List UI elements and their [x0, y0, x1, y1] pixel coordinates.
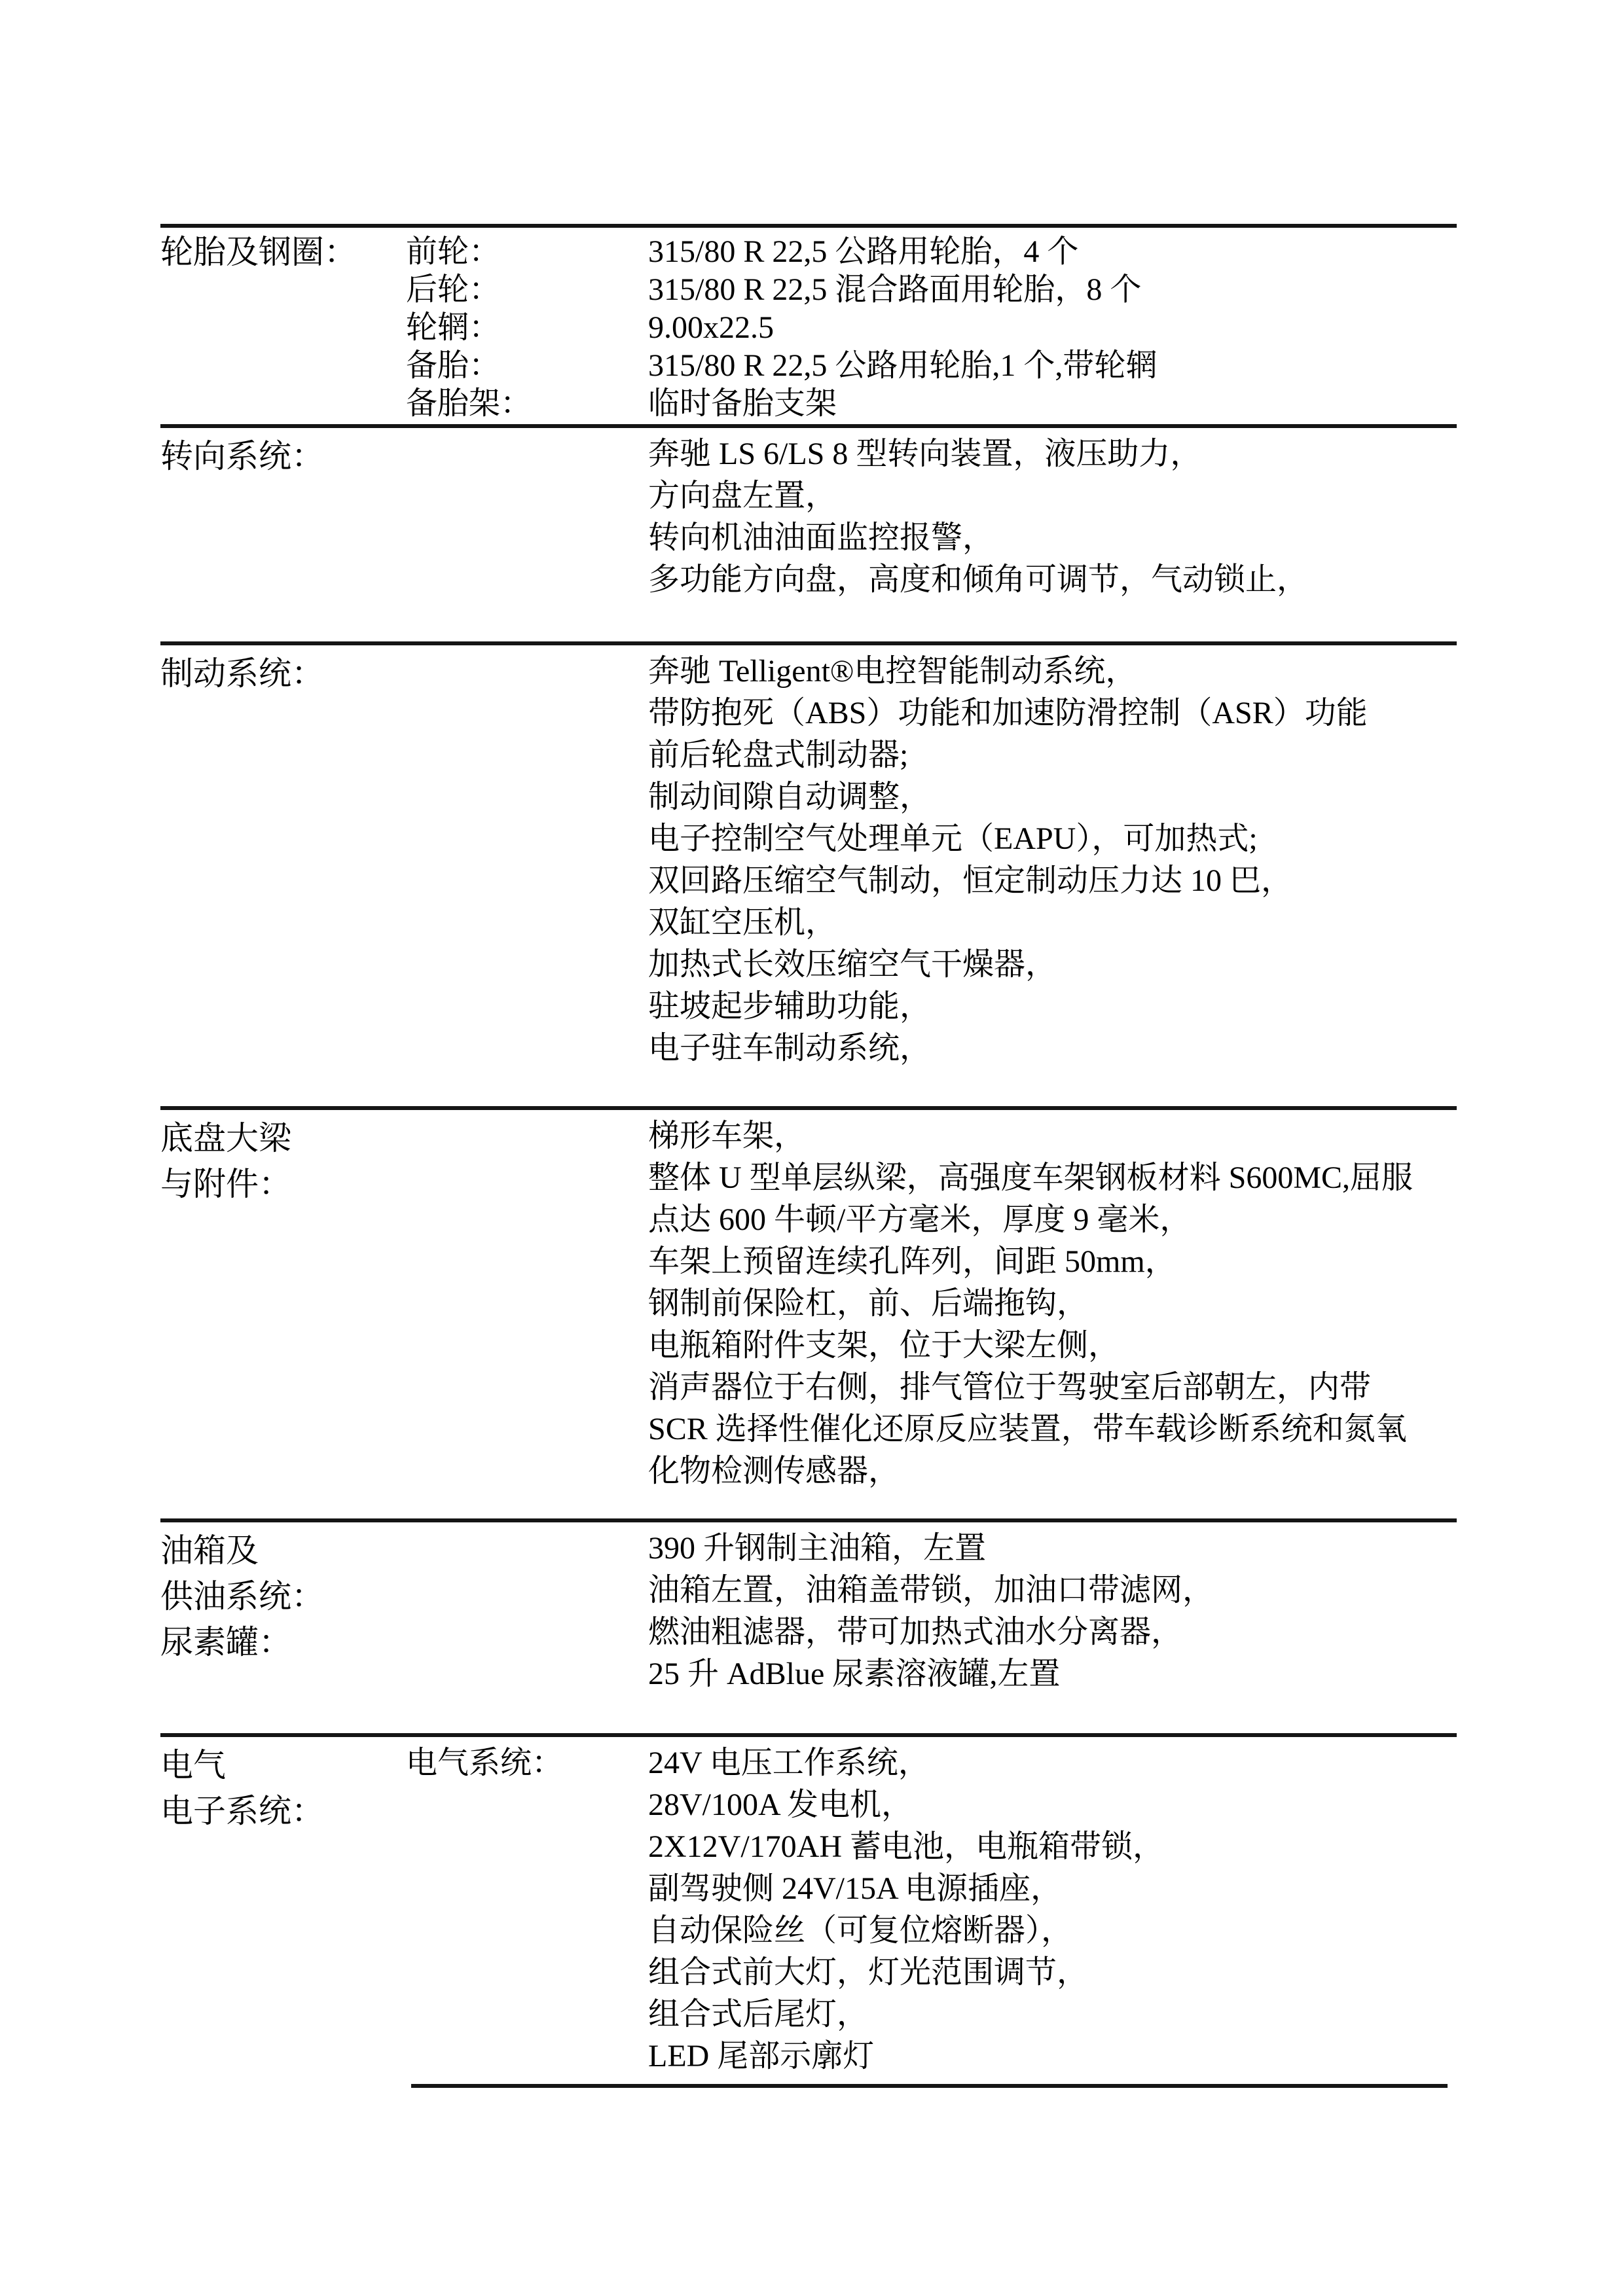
- row-text: 钢制前保险杠，前、后端拖钩，: [648, 1286, 1089, 1321]
- spec-row-3-5: [406, 1325, 1457, 1367]
- section-label-line-0: 电气: [160, 1747, 226, 1784]
- row-text: 油箱左置，油箱盖带锁，加油口带滤网，: [648, 1573, 1214, 1607]
- section-label: [160, 1115, 406, 1207]
- section-rows: [406, 233, 1457, 423]
- spec-row-4-3: [406, 1653, 1457, 1695]
- row-text: 315/80 R 22,5 混合路面用轮胎，8 个: [648, 272, 1142, 307]
- spec-row-2-2: [406, 734, 1457, 776]
- section-label: [160, 1742, 406, 1834]
- row-text: 燃油粗滤器，带可加热式油水分离器，: [648, 1615, 1183, 1649]
- spec-row-5-3: [406, 1868, 1457, 1910]
- spec-row-0-1: [406, 271, 1457, 309]
- bottom-rule: [411, 2084, 1448, 2088]
- spec-row-2-3: [406, 776, 1457, 818]
- spec-row-1-0: [406, 433, 1457, 475]
- row-sublabel: 轮辋：: [406, 310, 501, 345]
- row-text: 驻坡起步辅助功能，: [648, 989, 932, 1024]
- row-text: 梯形车架，: [648, 1119, 806, 1153]
- row-text: 化物检测传感器，: [648, 1454, 900, 1488]
- spec-row-3-8: [406, 1450, 1457, 1492]
- section-label-line-0: 轮胎及钢圈：: [160, 234, 357, 270]
- row-text: 转向机油油面监控报警，: [648, 520, 994, 555]
- spec-row-0-2: [406, 309, 1457, 347]
- row-text: 2X12V/170AH 蓄电池，电瓶箱带锁，: [648, 1829, 1164, 1864]
- row-text: 390 升钢制主油箱，左置: [648, 1531, 987, 1566]
- section-rows: [406, 651, 1457, 1069]
- spec-row-2-6: [406, 902, 1457, 944]
- row-text: 方向盘左置，: [648, 478, 837, 513]
- row-text: 车架上预留连续孔阵列，间距 50mm，: [648, 1244, 1176, 1279]
- row-text: 整体 U 型单层纵梁，高强度车架钢板材料 S600MC,屈服: [648, 1160, 1413, 1195]
- spec-row-3-4: [406, 1283, 1457, 1325]
- section-label: [160, 433, 406, 479]
- row-sublabel: 前轮：: [406, 234, 501, 269]
- spec-row-5-1: [406, 1784, 1457, 1826]
- spec-row-1-3: [406, 559, 1457, 601]
- spec-row-3-0: [406, 1115, 1457, 1157]
- spec-row-2-5: [406, 860, 1457, 902]
- spec-row-0-0: [406, 233, 1457, 271]
- spec-section-1: [160, 424, 1457, 641]
- spec-row-0-4: [406, 385, 1457, 423]
- row-text: 24V 电压工作系统，: [648, 1746, 930, 1780]
- row-text: 电子控制空气处理单元（EAPU），可加热式;: [648, 821, 1258, 856]
- row-text: 自动保险丝（可复位熔断器），: [648, 1913, 1073, 1948]
- section-label-line-0: 油箱及: [160, 1532, 259, 1569]
- section-label-line-0: 底盘大梁: [160, 1120, 291, 1157]
- row-sublabel: 备胎架：: [406, 386, 532, 421]
- row-text: 多功能方向盘，高度和倾角可调节，气动锁止，: [648, 562, 1309, 597]
- spec-section-5: [160, 1733, 1457, 2084]
- spec-row-2-7: [406, 944, 1457, 986]
- spec-row-5-0: [406, 1742, 1457, 1784]
- row-text: 临时备胎支架: [648, 386, 837, 421]
- spec-section-4: [160, 1518, 1457, 1733]
- spec-row-1-2: [406, 517, 1457, 559]
- row-sublabel: 备胎：: [406, 348, 501, 383]
- section-label-line-1: 电子系统：: [160, 1793, 324, 1829]
- section-label-line-1: 与附件：: [160, 1166, 291, 1202]
- section-label: [160, 1528, 406, 1665]
- spec-row-2-4: [406, 818, 1457, 860]
- row-text: 电子驻车制动系统，: [648, 1031, 932, 1066]
- spec-section-3: [160, 1106, 1457, 1518]
- row-text: 电瓶箱附件支架，位于大梁左侧，: [648, 1328, 1120, 1363]
- row-text: 制动间隙自动调整，: [648, 780, 932, 814]
- spec-row-2-9: [406, 1028, 1457, 1069]
- section-label-line-0: 转向系统：: [160, 438, 324, 475]
- spec-row-5-5: [406, 1952, 1457, 1994]
- spec-row-3-2: [406, 1199, 1457, 1241]
- spec-row-0-3: [406, 347, 1457, 385]
- spec-row-2-1: [406, 692, 1457, 734]
- row-text: 315/80 R 22,5 公路用轮胎,1 个,带轮辋: [648, 348, 1158, 383]
- section-label: [160, 651, 406, 696]
- spec-row-4-1: [406, 1570, 1457, 1611]
- row-text: 前后轮盘式制动器;: [648, 738, 909, 772]
- spec-row-3-1: [406, 1157, 1457, 1199]
- spec-row-1-1: [406, 475, 1457, 517]
- row-text: 副驾驶侧 24V/15A 电源插座，: [648, 1871, 1063, 1906]
- section-rows: [406, 1742, 1457, 2077]
- row-text: 带防抱死（ABS）功能和加速防滑控制（ASR）功能: [648, 696, 1368, 730]
- section-label: [160, 233, 406, 271]
- section-label-line-0: 制动系统：: [160, 655, 324, 692]
- row-text: 点达 600 牛顿/平方毫米，厚度 9 毫米，: [648, 1202, 1192, 1237]
- row-text: 9.00x22.5: [648, 310, 774, 345]
- spec-row-4-0: [406, 1528, 1457, 1570]
- spec-row-3-7: [406, 1408, 1457, 1450]
- spec-table: [160, 224, 1457, 2088]
- spec-row-5-7: [406, 2036, 1457, 2077]
- row-text: 消声器位于右侧，排气管位于驾驶室后部朝左，内带: [648, 1370, 1372, 1405]
- row-text: 奔驰 LS 6/LS 8 型转向装置，液压助力，: [648, 437, 1202, 471]
- row-text: SCR 选择性催化还原反应装置，带车载诊断系统和氮氧: [648, 1412, 1407, 1446]
- spec-row-2-0: [406, 651, 1457, 692]
- spec-section-0: [160, 224, 1457, 424]
- row-text: 组合式后尾灯，: [648, 1997, 869, 2032]
- spec-row-5-4: [406, 1910, 1457, 1952]
- row-sublabel: 电气系统：: [406, 1746, 564, 1780]
- spec-row-5-6: [406, 1994, 1457, 2036]
- section-rows: [406, 1528, 1457, 1695]
- spec-section-2: [160, 641, 1457, 1106]
- row-text: 组合式前大灯，灯光范围调节，: [648, 1955, 1089, 1990]
- row-sublabel: 后轮：: [406, 272, 501, 307]
- row-text: 315/80 R 22,5 公路用轮胎，4 个: [648, 234, 1079, 269]
- row-text: 奔驰 Telligent®电控智能制动系统，: [648, 654, 1137, 689]
- section-rows: [406, 1115, 1457, 1492]
- spec-row-3-3: [406, 1241, 1457, 1283]
- row-text: 双回路压缩空气制动，恒定制动压力达 10 巴，: [648, 863, 1293, 898]
- spec-row-5-2: [406, 1826, 1457, 1868]
- section-label-line-1: 供油系统：: [160, 1578, 324, 1615]
- spec-row-4-2: [406, 1611, 1457, 1653]
- section-rows: [406, 433, 1457, 601]
- row-text: 25 升 AdBlue 尿素溶液罐,左置: [648, 1657, 1061, 1691]
- row-text: 加热式长效压缩空气干燥器，: [648, 947, 1057, 982]
- row-text: LED 尾部示廓灯: [648, 2039, 875, 2073]
- row-text: 28V/100A 发电机，: [648, 1787, 913, 1822]
- row-text: 双缸空压机，: [648, 905, 837, 940]
- spec-row-2-8: [406, 986, 1457, 1028]
- spec-row-3-6: [406, 1367, 1457, 1408]
- section-label-line-2: 尿素罐：: [160, 1624, 291, 1660]
